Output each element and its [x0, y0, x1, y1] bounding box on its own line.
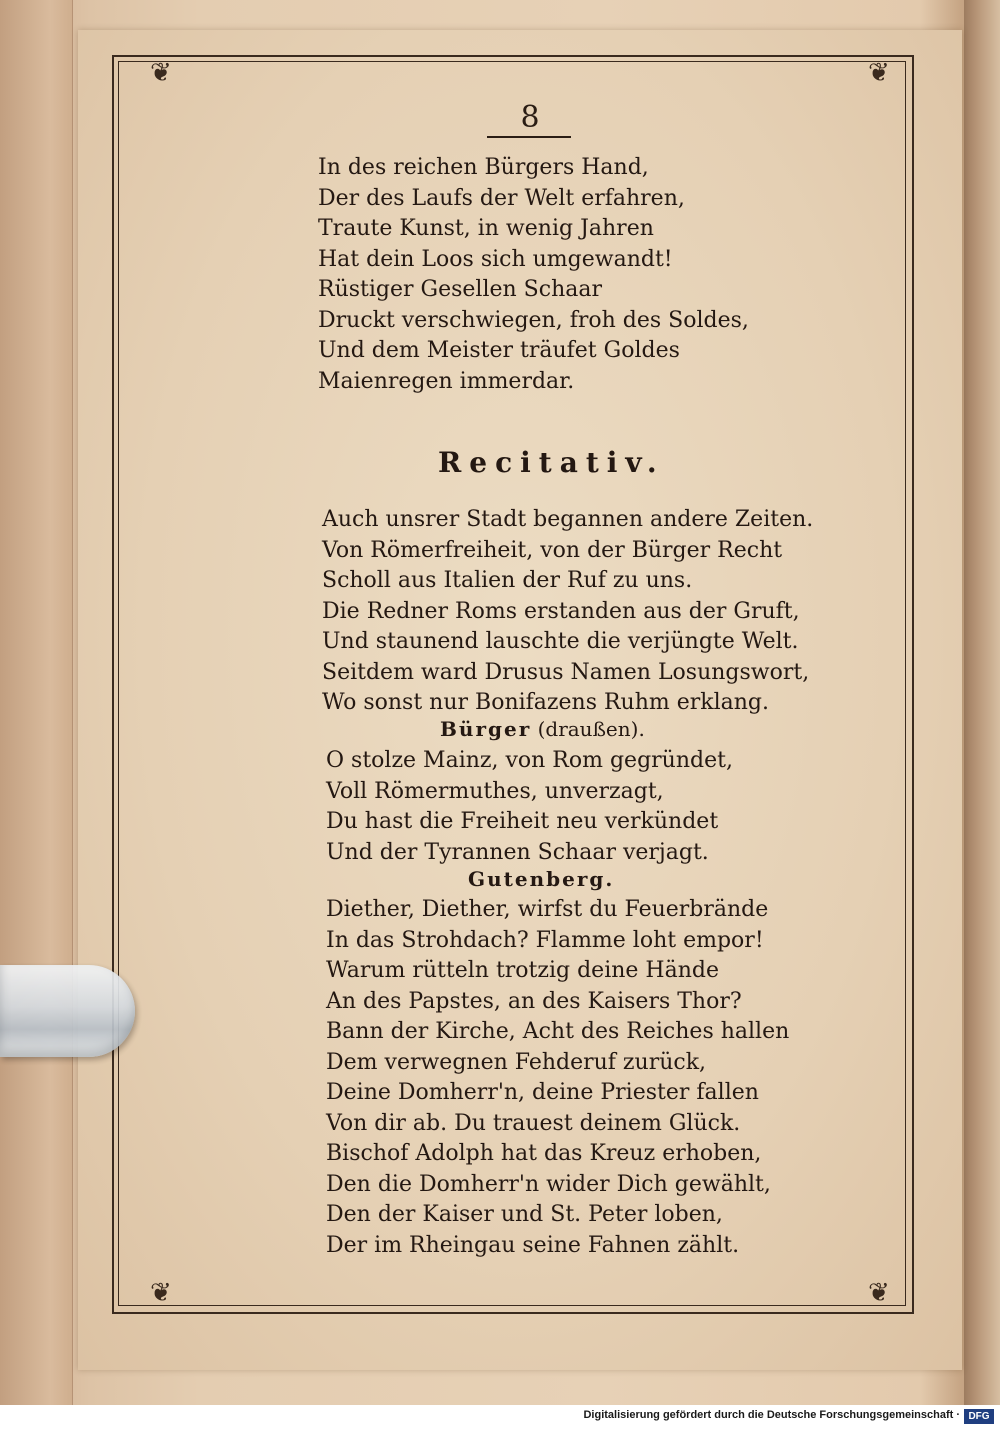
verse-line: Der im Rheingau seine Fahnen zählt.	[326, 1232, 740, 1258]
page-number-rule	[487, 136, 571, 138]
gutenberg-verse	[326, 895, 789, 1261]
verse-line: Die Redner Roms erstanden aus der Gruft,	[322, 598, 800, 624]
dfg-logo[interactable]: DFG	[964, 1409, 994, 1424]
verse-line: Maienregen immerdar.	[318, 368, 575, 394]
verse-line: Von dir ab. Du trauest deinem Glück.	[326, 1110, 741, 1136]
verse-line: In des reichen Bürgers Hand,	[318, 155, 649, 180]
verse-line: Und der Tyrannen Schaar verjagt.	[326, 839, 709, 865]
verse-line: Auch unsrer Stadt begannen andere Zeiten.	[322, 507, 814, 532]
verse-line: Und staunend lauschte die verjüngte Welt.	[322, 629, 799, 654]
binding-edge-right	[964, 0, 1000, 1405]
verse-line: Warum rütteln trotzig deine Hände	[326, 958, 719, 983]
ornament-corner-icon: ❦	[150, 1278, 172, 1308]
verse-line: Traute Kunst, in wenig Jahren	[318, 216, 654, 241]
footer-bar	[0, 1405, 1000, 1429]
verse-line: Dem verwegnen Fehderuf zurück,	[326, 1049, 707, 1075]
verse-line: Bischof Adolph hat das Kreuz erhoben,	[326, 1141, 762, 1166]
verse-line: Hat dein Loos sich umgewandt!	[318, 246, 673, 272]
verse-line: Bann der Kirche, Acht des Reiches hallen	[326, 1019, 790, 1044]
verse-line: Rüstiger Gesellen Schaar	[318, 277, 602, 302]
paper-clip-icon	[0, 965, 135, 1057]
funding-credit: Digitalisierung gefördert durch die Deutsche Forschungsgemeinschaft ·	[583, 1409, 960, 1421]
buerger-verse	[326, 746, 733, 868]
ornament-corner-icon: ❦	[150, 58, 172, 88]
speaker-name: Gutenberg.	[468, 867, 615, 891]
verse-line: Den der Kaiser und St. Peter loben,	[326, 1202, 723, 1227]
verse-line: Den die Domherr'n wider Dich gewählt,	[326, 1171, 771, 1197]
verse-line: Druckt verschwiegen, froh des Soldes,	[318, 307, 749, 333]
recitativ-block	[322, 505, 813, 719]
verse-line: Und dem Meister träufet Goldes	[318, 338, 680, 363]
verse-line: Diether, Diether, wirfst du Feuerbrände	[326, 897, 769, 922]
verse-line: Voll Römermuthes, unverzagt,	[326, 778, 664, 804]
verse-line: Seitdem ward Drusus Namen Losungswort,	[322, 659, 810, 685]
verse-line: O stolze Mainz, von Rom gegründet,	[326, 748, 733, 773]
speaker-line-buerger	[440, 717, 645, 741]
verse-line: In das Strohdach? Flamme loht empor!	[326, 927, 764, 953]
verse-line: Wo sonst nur Bonifazens Ruhm erklang.	[322, 690, 769, 715]
ornament-corner-icon: ❦	[868, 1278, 890, 1308]
ornament-corner-icon: ❦	[868, 58, 890, 88]
verse-line: Deine Domherr'n, deine Priester fallen	[326, 1080, 759, 1105]
speaker-line-gutenberg	[468, 867, 614, 891]
verse-line: Du hast die Freiheit neu verkündet	[326, 809, 719, 834]
stage-direction: (draußen).	[537, 717, 645, 741]
speaker-name: Bürger	[440, 717, 532, 741]
verse-line: Der des Laufs der Welt erfahren,	[318, 185, 685, 211]
page-number: 8	[520, 100, 540, 135]
verse-line: Scholl aus Italien der Ruf zu uns.	[322, 568, 693, 593]
section-heading: Recitativ.	[438, 446, 665, 479]
binding-edge-left	[0, 0, 73, 1405]
verse-line: Von Römerfreiheit, von der Bürger Recht	[322, 537, 783, 563]
verse-line: An des Papstes, an des Kaisers Thor?	[326, 988, 742, 1014]
stanza-one	[318, 153, 749, 397]
